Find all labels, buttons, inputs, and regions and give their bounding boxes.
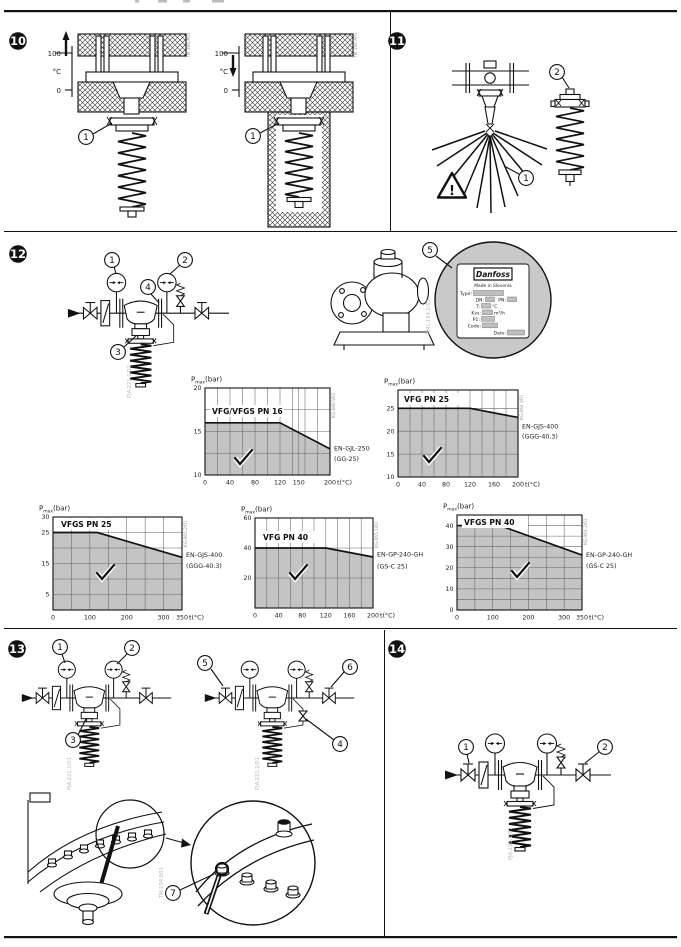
svg-text:40: 40 [417,481,427,489]
svg-text:3: 3 [70,736,76,747]
svg-text:(GS-C 25): (GS-C 25) [586,563,617,571]
svg-text:11: 11 [388,34,406,49]
svg-text:5: 5 [45,591,50,599]
svg-text:Made in Slovenia: Made in Slovenia [474,284,512,289]
svg-text:2: 2 [129,644,135,655]
svg-text:20: 20 [386,428,395,436]
valve-actuator [107,117,157,217]
svg-text:80: 80 [441,481,451,489]
svg-text:1: 1 [250,132,256,143]
svg-text:1: 1 [109,256,115,267]
svg-text:120: 120 [319,612,332,620]
svg-text:2: 2 [554,68,560,79]
svg-text:200: 200 [120,614,133,622]
callout-1 [79,123,112,144]
svg-text:5: 5 [427,246,433,257]
detail-source-drawing [28,793,191,925]
chart-vfgs-pn40 [443,503,632,622]
figure-badge-13 [8,640,26,658]
svg-text:120: 120 [273,479,287,487]
svg-text:40: 40 [274,612,283,620]
wrench-handle [100,826,118,888]
callout-2 [170,253,192,274]
figure-badge-14 [388,640,406,658]
svg-text:80: 80 [250,479,260,487]
svg-text:1: 1 [523,174,529,185]
callout-1 [53,640,68,663]
svg-text:20: 20 [243,575,252,583]
figure-badge-12 [9,245,27,263]
svg-text:Pmax(bar): $P_{max}(bar)$ [384,377,416,388]
svg-text:PN:: PN: [498,298,506,304]
svg-text:0: 0 [449,607,454,615]
svg-text:30: 30 [41,514,50,522]
svg-text:TM.194.A01: TM.194.A01 [187,32,192,58]
svg-text:Pmax(bar): $P_{max}(bar)$ [241,505,273,516]
svg-text:0: 0 [202,479,208,487]
svg-text:350: 350 [175,614,189,622]
valve-photo [331,250,434,351]
valve-actuator [274,115,324,212]
svg-text:PJA.221.2/01: PJA.221.2/01 [255,757,261,790]
svg-text:10: 10 [386,474,395,482]
danfoss-logo: Danfoss [476,270,510,279]
nameplate [457,264,529,338]
fig11-valve-spray [432,61,547,213]
figure-11 [388,32,589,213]
warning-triangle-icon [438,173,466,199]
svg-text:40: 40 [225,479,235,487]
pid-schematic-left [22,661,171,766]
svg-text:VFGS PN 25: VFGS PN 25 [61,520,112,529]
svg-text:KG.064.2/01: KG.064.2/01 [584,518,589,545]
callout-4 [306,719,347,751]
svg-text:14: 14 [388,642,406,657]
svg-text:PJA.221.1/01: PJA.221.1/01 [508,827,514,860]
nameplate-magnifier [423,242,551,358]
svg-text:t(°C): t(°C) [380,612,395,620]
svg-text:0: 0 [50,614,56,622]
svg-text:EN-GJS-400: EN-GJS-400 [186,551,223,559]
callout-6 [331,660,357,687]
svg-text:P.ML.194.2/01: P.ML.194.2/01 [426,298,432,335]
svg-text:PJA.221.1/01: PJA.221.1/01 [127,365,133,398]
svg-text:10: 10 [193,472,202,480]
figure-13 [8,640,357,925]
chart-vfgs-pn25 [39,505,222,622]
figure-12 [9,242,632,622]
svg-text:15: 15 [193,428,202,436]
svg-text:0: 0 [454,614,460,622]
svg-text:200: 200 [522,614,535,622]
mid-rule-2 [4,628,677,629]
svg-text:350: 350 [575,614,589,622]
svg-text:300: 300 [558,614,571,622]
svg-text:3: 3 [115,348,121,359]
fig10-diagram-insulated [215,32,359,227]
svg-text:40: 40 [445,522,454,530]
svg-text:EN-GP-240-GH: EN-GP-240-GH [377,551,424,559]
svg-text:160: 160 [343,612,356,620]
svg-text:°C: °C [219,68,228,76]
svg-text:t(°C): t(°C) [525,481,540,489]
svg-text:Type:: Type: [459,292,472,297]
svg-text:25: 25 [41,529,50,537]
svg-text:(GGG-40.3): (GGG-40.3) [186,563,222,571]
svg-text:20: 20 [445,564,454,572]
svg-text:13: 13 [8,642,26,657]
svg-text:KG.060.V01: KG.060.V01 [332,392,337,418]
divider-bottom [384,630,385,936]
svg-text:t(°C): t(°C) [589,614,604,622]
svg-text:150: 150 [292,479,305,487]
svg-text:0: 0 [56,87,61,95]
figure-14 [388,640,612,860]
chart-vfg-pn25 [384,378,558,489]
fig11-spring-actuator [550,65,589,186]
svg-text:DN:: DN: [475,298,484,304]
svg-text:2: 2 [602,743,608,754]
callout-1 [459,740,474,763]
svg-text:(GG-25): (GG-25) [334,456,359,464]
svg-text:100: 100 [486,614,499,622]
svg-text:5: 5 [202,659,208,670]
chart-vfg-vfgs-pn16 [191,376,370,487]
detail-zoom-circle [166,801,315,925]
svg-text:!: ! [449,184,455,199]
svg-text:2: 2 [182,256,188,267]
fig10-diagram-uninsulated [48,31,192,217]
svg-text:KG.065.2/01: KG.065.2/01 [184,520,189,547]
svg-text:EN-GJS-400: EN-GJS-400 [522,423,559,431]
svg-text:7: 7 [170,889,176,900]
svg-text:6: 6 [347,663,353,674]
svg-text:0: 0 [223,87,228,95]
callout-2 [550,65,569,88]
svg-text:120: 120 [463,481,477,489]
svg-text:°C: °C [492,305,498,310]
svg-text:100: 100 [47,50,61,58]
svg-text:300: 300 [157,614,170,622]
svg-text:Pmax(bar): $P_{max}(bar)$ [39,504,71,515]
svg-text:100: 100 [214,50,228,58]
svg-text:20: 20 [193,385,202,393]
arrow-down-icon [230,68,237,77]
svg-text:EN-GJL-250: EN-GJL-250 [334,445,370,453]
arrow-up-icon [63,31,70,40]
svg-text:PJA.221.1/01: PJA.221.1/01 [67,757,73,790]
svg-text:KG.064.V01: KG.064.V01 [520,394,525,420]
svg-text:0: 0 [252,612,258,620]
bottom-rule [4,936,677,938]
stud [276,819,292,837]
svg-text:EN-GP-240-GH: EN-GP-240-GH [586,551,633,559]
svg-text:4: 4 [145,283,151,294]
svg-text:40: 40 [243,545,252,553]
arrow-right-icon [181,839,191,848]
svg-text:TM.194.A01: TM.194.A01 [354,32,359,58]
insulation-block-top [78,34,186,56]
svg-text:0: 0 [395,481,401,489]
svg-text:Date:: Date: [493,331,506,337]
svg-text:1: 1 [57,643,63,654]
svg-text:200: 200 [511,481,525,489]
pid-schematic-right [205,661,354,766]
insulation-block-top [245,34,353,56]
svg-text:°C: °C [52,68,61,76]
svg-text:(GS-C 25): (GS-C 25) [377,563,408,571]
svg-text:T:: T: [476,305,480,310]
svg-text:200: 200 [323,479,337,487]
temperature-scale [215,46,239,97]
svg-text:(GGG-40.3): (GGG-40.3) [522,433,558,441]
rim-bolts [48,830,153,867]
svg-text:10: 10 [445,586,454,594]
svg-text:Pmax(bar): $P_{max}(bar)$ [443,502,475,513]
svg-text:VFG PN 40: VFG PN 40 [263,533,309,542]
callout-5 [423,243,452,268]
svg-text:200: 200 [366,612,380,620]
svg-text:10: 10 [9,34,27,49]
svg-text:4: 4 [337,740,343,751]
svg-text:VFGS PN 40: VFGS PN 40 [464,518,515,527]
svg-text:m³/h: m³/h [494,311,505,317]
chart-vfg-pn40 [241,506,423,620]
svg-text:t(°C): t(°C) [189,614,204,622]
svg-text:VFG/VFGS PN 16: VFG/VFGS PN 16 [212,407,283,416]
svg-text:30: 30 [445,543,454,551]
svg-text:Pmax(bar): $P_{max}(bar)$ [191,375,223,386]
svg-text:100: 100 [83,614,96,622]
page-rules [4,0,677,938]
mid-rule-1 [4,231,677,232]
svg-text:12: 12 [9,247,27,262]
svg-text:80: 80 [298,612,307,620]
callout-2 [117,641,139,664]
svg-text:Code:: Code: [467,324,481,330]
svg-text:t(°C): t(°C) [337,479,352,487]
figure-badge-11 [388,32,406,50]
temperature-scale [48,31,72,97]
figure-badge-10 [9,32,27,50]
svg-text:1: 1 [463,743,469,754]
svg-text:TM.194.B01: TM.194.B01 [159,866,165,898]
top-rule [4,10,677,12]
figure-10 [9,31,359,227]
callout-1 [105,253,120,274]
svg-text:160: 160 [487,481,501,489]
callout-5 [198,656,223,686]
svg-text:Kvs:: Kvs: [471,311,481,317]
callout-2 [585,740,612,763]
svg-text:VFG PN 25: VFG PN 25 [404,395,450,404]
svg-text:15: 15 [41,560,50,568]
svg-text:1: 1 [83,133,89,144]
svg-text:25: 25 [386,405,395,413]
svg-text:KG.065.1/01: KG.065.1/01 [375,521,380,548]
svg-text:60: 60 [243,515,252,523]
callout-4 [141,280,159,303]
svg-text:P1:: P1: [472,318,480,323]
svg-text:15: 15 [386,451,395,459]
